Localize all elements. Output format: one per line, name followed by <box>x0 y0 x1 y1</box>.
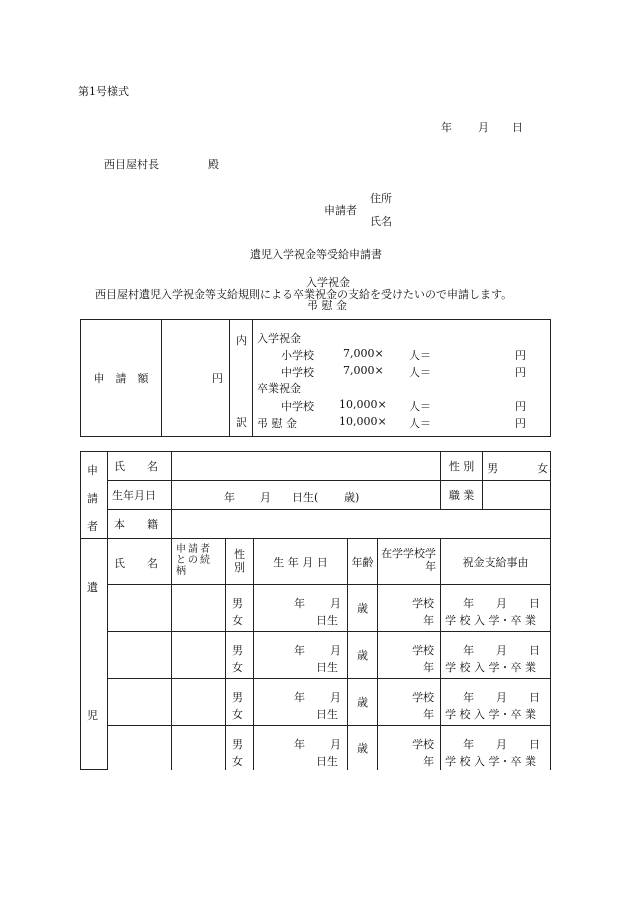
child-grade-unit: 年 <box>423 708 435 721</box>
applicant-name-input[interactable] <box>172 452 441 481</box>
applicant-label: 申請者 <box>324 204 357 217</box>
breakdown-category: 卒業祝金 <box>257 382 301 395</box>
child-reason-type: 学 校 入 学・卒 業 <box>445 661 537 674</box>
children-side-label-2: 児 <box>87 709 98 722</box>
breakdown-school: 小学校 <box>281 349 314 362</box>
breakdown-category: 弔 慰 金 <box>257 417 297 430</box>
child-birthdate-cell[interactable] <box>254 632 348 679</box>
header-name-text: 氏 名 <box>114 557 158 570</box>
child-birth-month: 月 <box>330 691 341 704</box>
child-age-unit: 歳 <box>357 649 368 662</box>
child-birth-month: 月 <box>330 597 341 610</box>
breakdown-yen: 円 <box>515 366 526 379</box>
date-day: 日 <box>512 121 523 134</box>
addressee-honorific: 殿 <box>208 158 219 171</box>
form-number: 第1号様式 <box>78 85 129 98</box>
date-month: 月 <box>478 121 489 134</box>
birthdate-month: 月 <box>260 491 271 504</box>
document-title: 遺児入学祝金等受給申請書 <box>250 248 382 261</box>
child-school-unit: 学校 <box>412 644 435 657</box>
child-row <box>81 585 551 632</box>
breakdown-yen: 円 <box>515 349 526 362</box>
child-gender-male: 男 <box>232 738 243 751</box>
child-name-input[interactable] <box>108 632 172 679</box>
child-birth-year: 年 <box>294 738 305 751</box>
child-age-unit: 歳 <box>357 741 368 755</box>
breakdown-content-cell <box>253 320 551 437</box>
addressee-name: 西目屋村長 <box>104 158 159 171</box>
breakdown-bottom: 訳 <box>236 416 247 429</box>
applicant-name-label: 氏名 <box>370 215 392 228</box>
applicant-gender-label-cell <box>441 452 483 481</box>
child-gender-female: 女 <box>232 708 243 721</box>
breakdown-people: 人＝ <box>409 349 431 362</box>
applicant-side-label-3: 者 <box>87 520 98 533</box>
child-name-input[interactable] <box>108 726 172 770</box>
applicant-children-table <box>80 451 551 770</box>
child-gender-male: 男 <box>232 644 243 657</box>
child-row <box>81 726 551 770</box>
birthdate-age: 歳) <box>344 491 360 504</box>
applicant-occupation-label: 職 業 <box>448 489 475 502</box>
child-birth-year: 年 <box>294 597 305 610</box>
breakdown-top: 内 <box>236 334 247 347</box>
child-birthdate-cell[interactable] <box>254 726 348 770</box>
child-birth-year: 年 <box>294 691 305 704</box>
applicant-gender-label: 性 別 <box>448 460 475 473</box>
child-age-cell[interactable] <box>348 632 378 679</box>
child-age-unit: 歳 <box>357 696 368 709</box>
applicant-birthdate-label: 生年月日 <box>112 489 156 502</box>
child-school-unit: 学校 <box>412 597 435 610</box>
amount-label-cell <box>81 320 162 437</box>
amount-table <box>80 319 551 437</box>
date-year: 年 <box>441 121 452 134</box>
applicant-side-label-cell <box>81 452 108 539</box>
breakdown-school: 中学校 <box>281 400 314 413</box>
applicant-side-label-2: 請 <box>87 492 98 505</box>
child-reason-date: 年 月 日 <box>463 644 541 657</box>
children-side-label-1: 遺 <box>87 581 98 594</box>
applicant-gender-value-cell[interactable] <box>483 452 551 481</box>
applicant-domicile-input[interactable] <box>172 510 551 539</box>
child-birthdate-cell[interactable] <box>254 679 348 726</box>
children-header-birthdate <box>254 539 348 585</box>
child-relation-input[interactable] <box>172 632 226 679</box>
child-age-cell[interactable] <box>348 585 378 632</box>
child-gender-cell[interactable] <box>226 679 254 726</box>
child-reason-cell[interactable] <box>441 726 551 770</box>
header-school-text: 在学学校学年 <box>381 547 437 573</box>
child-reason-cell[interactable] <box>441 632 551 679</box>
header-reason-text: 祝金支給事由 <box>462 555 529 569</box>
children-header-relation <box>172 539 226 585</box>
applicant-address-label: 住所 <box>370 192 392 205</box>
child-gender-female: 女 <box>232 661 243 674</box>
applicant-occupation-input[interactable] <box>483 481 551 510</box>
child-birth-year: 年 <box>294 644 305 657</box>
header-birthdate-text: 生 年 月 日 <box>273 555 328 569</box>
amount-unit: 円 <box>212 372 223 385</box>
applicant-domicile-label-cell <box>108 510 172 539</box>
child-relation-input[interactable] <box>172 585 226 632</box>
child-school-cell[interactable] <box>378 632 441 679</box>
child-school-unit: 学校 <box>412 691 435 704</box>
child-gender-cell[interactable] <box>226 585 254 632</box>
child-school-cell[interactable] <box>378 585 441 632</box>
child-gender-female: 女 <box>232 614 243 627</box>
applicant-name-label: 氏 名 <box>114 460 158 473</box>
child-reason-cell[interactable] <box>441 679 551 726</box>
child-gender-male: 男 <box>232 691 243 704</box>
applicant-domicile-label: 本 籍 <box>114 518 158 531</box>
breakdown-people: 人＝ <box>409 400 431 413</box>
gender-male: 男 <box>487 462 499 475</box>
children-header-gender <box>226 539 254 585</box>
breakdown-people: 人＝ <box>409 366 431 379</box>
child-reason-date: 年 月 日 <box>463 738 541 751</box>
amount-value-cell <box>162 320 230 437</box>
applicant-birthdate-label-cell <box>108 481 172 510</box>
children-side-label-cell <box>81 539 108 770</box>
child-grade-unit: 年 <box>423 661 435 674</box>
child-relation-input[interactable] <box>172 679 226 726</box>
child-gender-cell[interactable] <box>226 726 254 770</box>
breakdown-category: 入学祝金 <box>257 332 301 345</box>
applicant-occupation-label-cell <box>441 481 483 510</box>
breakdown-amount: 7,000× <box>343 347 384 360</box>
header-age-text: 年齢 <box>351 555 374 569</box>
breakdown-label-cell <box>230 320 253 437</box>
children-header-school <box>378 539 441 585</box>
applicant-side-label-1: 申 <box>87 464 98 477</box>
child-row <box>81 679 551 726</box>
header-gender-text: 性別 <box>234 548 245 574</box>
birthdate-year: 年 <box>224 491 235 504</box>
child-birth-month: 月 <box>330 644 341 657</box>
child-grade-unit: 年 <box>423 755 435 768</box>
child-reason-cell[interactable] <box>441 585 551 632</box>
child-age-unit: 歳 <box>357 602 368 615</box>
breakdown-people: 人＝ <box>409 417 431 430</box>
breakdown-school: 中学校 <box>281 366 314 379</box>
child-name-input[interactable] <box>108 679 172 726</box>
child-reason-type: 学 校 入 学・卒 業 <box>445 614 537 627</box>
child-birth-day: 日生 <box>316 614 338 627</box>
amount-label: 申 請 額 <box>93 372 149 385</box>
body-line-bottom: 弔 慰 金 <box>307 299 347 312</box>
child-relation-input[interactable] <box>172 726 226 770</box>
child-gender-female: 女 <box>232 755 243 768</box>
child-birthdate-cell[interactable] <box>254 585 348 632</box>
applicant-name-label-cell <box>108 452 172 481</box>
child-grade-unit: 年 <box>423 614 435 627</box>
child-reason-date: 年 月 日 <box>463 597 541 610</box>
child-gender-male: 男 <box>232 597 243 610</box>
breakdown-yen: 円 <box>515 417 526 430</box>
children-header-reason <box>441 539 551 585</box>
breakdown-amount: 10,000× <box>339 398 387 411</box>
child-reason-type: 学 校 入 学・卒 業 <box>445 755 537 768</box>
child-school-cell[interactable] <box>378 726 441 770</box>
children-header-name <box>108 539 172 585</box>
child-age-cell[interactable] <box>348 679 378 726</box>
child-reason-date: 年 月 日 <box>463 691 541 704</box>
child-age-cell[interactable] <box>348 726 378 770</box>
child-birth-day: 日生 <box>316 755 338 768</box>
body-line-main: 西目屋村遺児入学祝金等支給規則による卒業祝金の支給を受けたいので申請します。 <box>95 288 513 301</box>
breakdown-yen: 円 <box>515 400 526 413</box>
child-school-cell[interactable] <box>378 679 441 726</box>
child-birth-day: 日生 <box>316 708 338 721</box>
children-header-age <box>348 539 378 585</box>
body-line-top: 入学祝金 <box>306 276 350 289</box>
child-name-input[interactable] <box>108 585 172 632</box>
child-birth-day: 日生 <box>316 661 338 674</box>
child-school-unit: 学校 <box>412 738 435 751</box>
child-birth-month: 月 <box>330 738 341 751</box>
gender-female: 女 <box>537 462 549 475</box>
applicant-birthdate-input[interactable] <box>172 481 441 510</box>
birthdate-day: 日生( <box>292 491 319 504</box>
breakdown-amount: 7,000× <box>343 364 384 377</box>
child-reason-type: 学 校 入 学・卒 業 <box>445 708 537 721</box>
breakdown-amount: 10,000× <box>339 415 387 428</box>
child-gender-cell[interactable] <box>226 632 254 679</box>
header-relation-text: 申請者との続柄 <box>176 544 212 577</box>
child-row <box>81 632 551 679</box>
